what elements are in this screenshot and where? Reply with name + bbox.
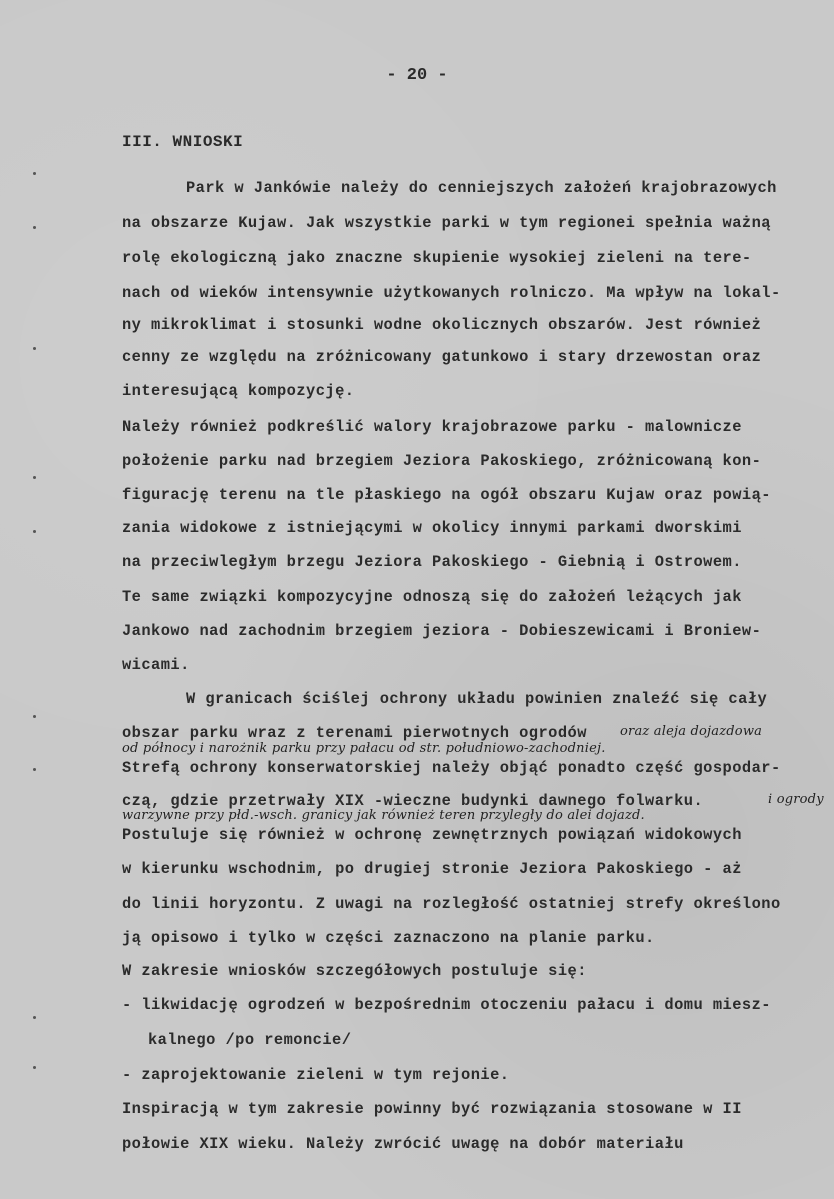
handwritten-annotation: i ogrody	[768, 792, 824, 807]
text-line: Postuluje się również w ochronę zewnętrznych powiązań widokowych	[122, 826, 742, 844]
handwritten-annotation: warzywne przy płd.-wsch. granicy jak również teren przyległy do alei dojazd.	[122, 808, 645, 823]
binder-hole	[33, 347, 36, 350]
binder-hole	[33, 1016, 36, 1019]
text-line: W zakresie wniosków szczegółowych postuluje się:	[122, 962, 587, 980]
text-line: interesującą kompozycję.	[122, 382, 355, 400]
text-line: ny mikroklimat i stosunki wodne okolicznych obszarów. Jest również	[122, 316, 762, 334]
text-line: do linii horyzontu. Z uwagi na rozległość ostatniej strefy określono	[122, 895, 781, 913]
text-line: Te same związki kompozycyjne odnoszą się do założeń leżących jak	[122, 588, 742, 606]
text-line: położenie parku nad brzegiem Jeziora Pakoskiego, zróżnicowaną kon-	[122, 452, 762, 470]
text-line: W granicach ściślej ochrony układu powinien znaleźć się cały	[186, 690, 768, 708]
handwritten-annotation: od północy i narożnik parku przy pałacu od str. południowo-zachodniej.	[122, 741, 606, 756]
text-line: czą, gdzie przetrwały XIX -wieczne budynki dawnego folwarku.	[122, 792, 704, 810]
text-line: na przeciwległym brzegu Jeziora Pakoskiego - Giebnią i Ostrowem.	[122, 553, 742, 571]
text-line: ją opisowo i tylko w części zaznaczono na planie parku.	[122, 929, 655, 947]
text-line: rolę ekologiczną jako znaczne skupienie wysokiej zieleni na tere-	[122, 249, 752, 267]
text-line: kalnego /po remoncie/	[148, 1031, 352, 1049]
text-line: nach od wieków intensywnie użytkowanych rolniczo. Ma wpływ na lokal-	[122, 284, 781, 302]
text-line: Park w Jankówie należy do cenniejszych założeń krajobrazowych	[186, 179, 777, 197]
text-line: na obszarze Kujaw. Jak wszystkie parki w tym regionei spełnia ważną	[122, 214, 771, 232]
text-line: Inspiracją w tym zakresie powinny być rozwiązania stosowane w II	[122, 1100, 742, 1118]
text-line: - likwidację ogrodzeń w bezpośrednim otoczeniu pałacu i domu miesz-	[122, 996, 771, 1014]
text-line: cenny ze względu na zróżnicowany gatunkowo i stary drzewostan oraz	[122, 348, 762, 366]
page-number: - 20 -	[386, 66, 448, 85]
section-heading: III. WNIOSKI	[122, 133, 244, 151]
text-line: Należy również podkreślić walory krajobrazowe parku - malownicze	[122, 418, 742, 436]
text-line: Strefą ochrony konserwatorskiej należy objąć ponadto część gospodar-	[122, 759, 781, 777]
binder-hole	[33, 715, 36, 718]
handwritten-annotation: oraz aleja dojazdowa	[620, 724, 763, 739]
binder-hole	[33, 226, 36, 229]
text-line: figurację terenu na tle płaskiego na ogół obszaru Kujaw oraz powią-	[122, 486, 771, 504]
binder-hole	[33, 768, 36, 771]
binder-hole	[33, 1066, 36, 1069]
text-line: w kierunku wschodnim, po drugiej stronie Jeziora Pakoskiego - aż	[122, 860, 742, 878]
text-line: zania widokowe z istniejącymi w okolicy innymi parkami dworskimi	[122, 519, 742, 537]
text-line: wicami.	[122, 656, 190, 674]
binder-hole	[33, 476, 36, 479]
text-line: Jankowo nad zachodnim brzegiem jeziora - Dobieszewicami i Broniew-	[122, 622, 762, 640]
text-line: obszar parku wraz z terenami pierwotnych ogrodów	[122, 724, 587, 742]
binder-hole	[33, 172, 36, 175]
text-line: - zaprojektowanie zieleni w tym rejonie.	[122, 1066, 510, 1084]
binder-hole	[33, 530, 36, 533]
text-line: połowie XIX wieku. Należy zwrócić uwagę na dobór materiału	[122, 1135, 684, 1153]
